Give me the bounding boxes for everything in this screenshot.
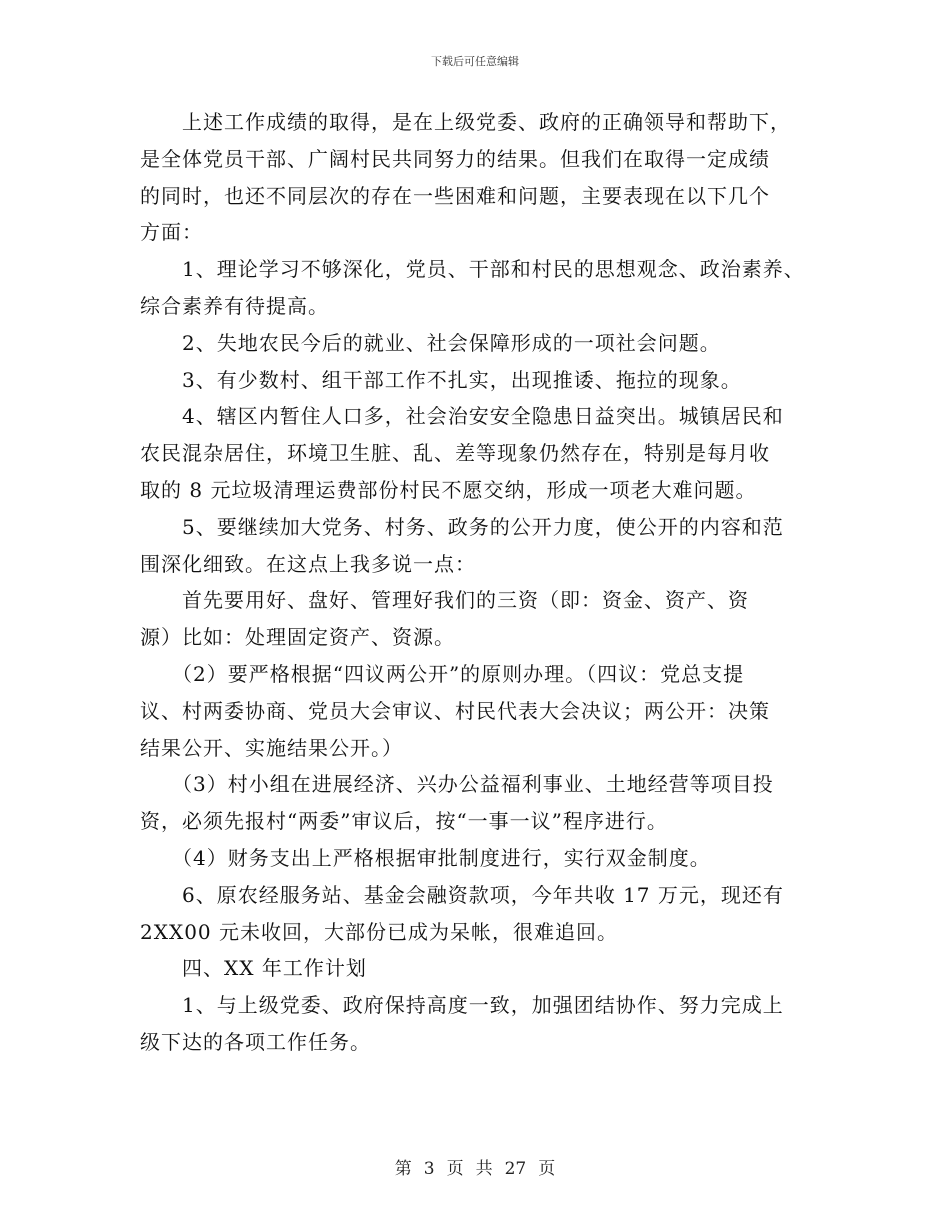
- body-line: 上述工作成绩的取得，是在上级党委、政府的正确领导和帮助下，: [140, 110, 791, 134]
- body-line: 是全体党员干部、广阔村民共同努力的结果。但我们在取得一定成绩: [140, 146, 770, 171]
- body-line: 级下达的各项工作任务。: [140, 1029, 371, 1054]
- body-line: 综合素养有待提高。: [140, 293, 329, 318]
- body-line: 5、要继续加大党务、村务、政务的公开力度，使公开的内容和范: [140, 514, 784, 539]
- document-body: [140, 104, 840, 1061]
- body-line: 1、理论学习不够深化，党员、干部和村民的思想观念、政治素养、: [140, 257, 805, 282]
- body-line: 议、村两委协商、党员大会审议、村民代表大会决议；两公开：决策: [140, 698, 770, 723]
- body-line: 方面：: [140, 220, 203, 245]
- body-line: 3、有少数村、组干部工作不扎实，出现推诿、拖拉的现象。: [140, 367, 742, 392]
- body-line: 2XX00 元未收回，大部份已成为呆帐，很难追回。: [140, 919, 619, 944]
- body-line: 4、辖区内暂住人口多，社会治安安全隐患日益突出。城镇居民和: [140, 404, 784, 429]
- body-line: 源）比如：处理固定资产、资源。: [140, 625, 455, 650]
- header-note: 下载后可任意编辑: [431, 55, 519, 68]
- footer-label-total-prefix: 共: [475, 1159, 493, 1179]
- page-total-number: 27: [504, 1159, 527, 1179]
- footer-label-before: 第: [394, 1159, 412, 1179]
- body-line: 6、原农经服务站、基金会融资款项，今年共收 17 万元，现还有: [140, 882, 784, 907]
- body-line: 的同时，也还不同层次的存在一些困难和问题，主要表现在以下几个: [140, 183, 770, 208]
- body-line: 结果公开、实施结果公开。）: [140, 735, 403, 760]
- footer-label-mid: 页: [446, 1159, 464, 1179]
- body-line: （3）村小组在进展经济、兴办公益福利事业、土地经营等项目投: [140, 772, 774, 797]
- body-line: 四、XX 年工作计划: [140, 956, 367, 981]
- page-footer: [0, 1154, 950, 1179]
- body-line: 取的 8 元垃圾清理运费部份村民不愿交纳，形成一项老大难问题。: [140, 477, 757, 502]
- footer-label-after: 页: [538, 1159, 556, 1179]
- body-line: （2）要严格根据“四议两公开”的原则办理。（四议：党总支提: [140, 661, 745, 686]
- body-line: 资，必须先报村“两委”审议后，按“一事一议”程序进行。: [140, 809, 668, 834]
- body-line: 首先要用好、盘好、管理好我们的三资（即：资金、资产、资: [140, 588, 749, 613]
- body-line: （4）财务支出上严格根据审批制度进行，实行双金制度。: [140, 845, 711, 870]
- body-line: 农民混杂居住，环境卫生脏、乱、差等现象仍然存在，特别是每月收: [140, 441, 770, 466]
- body-line: 1、与上级党委、政府保持高度一致，加强团结协作、努力完成上: [140, 993, 784, 1018]
- body-line: 围深化细致。在这点上我多说一点：: [140, 551, 476, 576]
- body-line: 2、失地农民今后的就业、社会保障形成的一项社会问题。: [140, 330, 721, 355]
- page-current-number: 3: [423, 1159, 435, 1179]
